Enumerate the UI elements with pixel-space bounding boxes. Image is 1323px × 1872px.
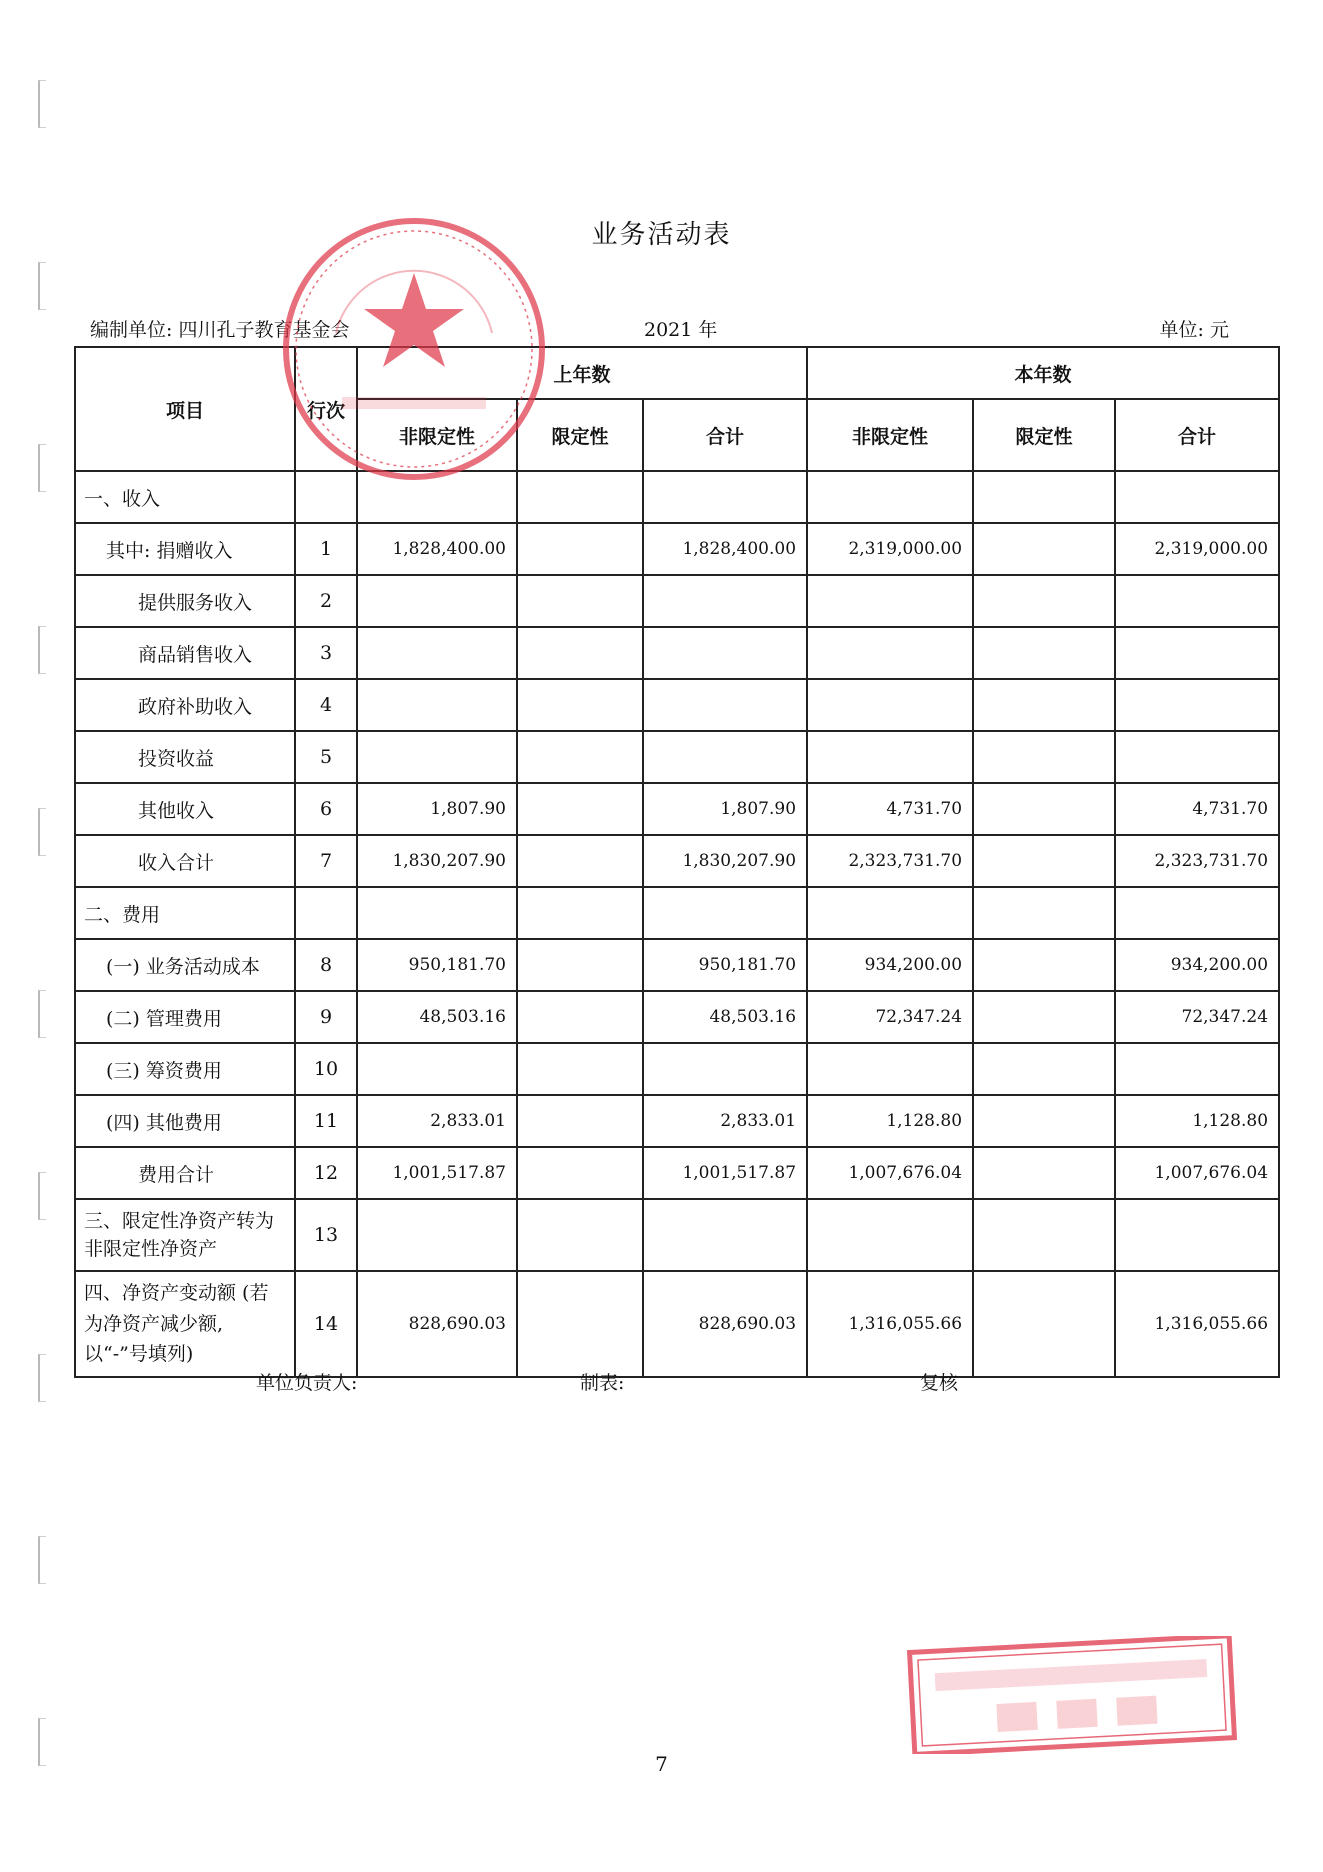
row-number: 7 (295, 835, 357, 887)
binder-mark (38, 808, 46, 856)
row-number: 11 (295, 1095, 357, 1147)
table-row (75, 1147, 1279, 1199)
row-label: 费用合计 (75, 1147, 295, 1199)
prev-unrestricted (357, 679, 517, 731)
binder-mark (38, 990, 46, 1038)
curr-total (1115, 575, 1279, 627)
curr-unrestricted: 1,007,676.04 (807, 1147, 973, 1199)
prev-restricted (517, 523, 643, 575)
curr-unrestricted (807, 887, 973, 939)
curr-restricted (973, 1043, 1115, 1095)
prev-restricted (517, 679, 643, 731)
prev-restricted (517, 731, 643, 783)
prev-restricted (517, 1271, 643, 1377)
curr-total (1115, 1043, 1279, 1095)
row-number: 5 (295, 731, 357, 783)
curr-restricted (973, 783, 1115, 835)
curr-total: 1,316,055.66 (1115, 1271, 1279, 1377)
binder-mark (38, 262, 46, 310)
prev-total-header: 合计 (643, 399, 807, 471)
prev-total (643, 471, 807, 523)
prev-total (643, 887, 807, 939)
responsible-person-label: 单位负责人: (256, 1372, 358, 1394)
row-number: 13 (295, 1199, 357, 1271)
row-label: 其中: 捐赠收入 (75, 523, 295, 575)
curr-restricted (973, 471, 1115, 523)
star-icon (364, 273, 464, 367)
curr-restricted (973, 679, 1115, 731)
table-row (75, 991, 1279, 1043)
curr-total: 4,731.70 (1115, 783, 1279, 835)
table-header-row (75, 347, 1279, 399)
curr-restricted (973, 1271, 1115, 1377)
curr-total (1115, 731, 1279, 783)
binder-mark (38, 444, 46, 492)
curr-restricted (973, 523, 1115, 575)
curr-restricted (973, 627, 1115, 679)
row-label: 其他收入 (75, 783, 295, 835)
curr-restricted (973, 1199, 1115, 1271)
row-label: (二) 管理费用 (75, 991, 295, 1043)
curr-unrestricted: 2,323,731.70 (807, 835, 973, 887)
curr-unrestricted (807, 731, 973, 783)
group-curr-year: 本年数 (807, 347, 1279, 399)
binder-mark (38, 1536, 46, 1584)
row-number: 6 (295, 783, 357, 835)
row-number (295, 887, 357, 939)
curr-restricted-header: 限定性 (973, 399, 1115, 471)
prev-total: 1,807.90 (643, 783, 807, 835)
curr-total (1115, 887, 1279, 939)
row-number: 12 (295, 1147, 357, 1199)
row-label: (四) 其他费用 (75, 1095, 295, 1147)
table-row (75, 1199, 1279, 1271)
prev-unrestricted: 1,830,207.90 (357, 835, 517, 887)
row-label: 一、收入 (75, 471, 295, 523)
table-row (75, 939, 1279, 991)
curr-unrestricted (807, 679, 973, 731)
prev-restricted (517, 783, 643, 835)
prev-total (643, 575, 807, 627)
row-label: 提供服务收入 (75, 575, 295, 627)
row-number: 9 (295, 991, 357, 1043)
row-number: 3 (295, 627, 357, 679)
prev-total: 48,503.16 (643, 991, 807, 1043)
curr-total (1115, 679, 1279, 731)
col-row-no-header: 行次 (295, 347, 357, 471)
prev-unrestricted (357, 1043, 517, 1095)
foundation-seal (278, 213, 550, 485)
row-number: 4 (295, 679, 357, 731)
curr-total-header: 合计 (1115, 399, 1279, 471)
binder-mark (38, 626, 46, 674)
prev-unrestricted: 828,690.03 (357, 1271, 517, 1377)
currency-unit: 单位: 元 (1159, 319, 1229, 341)
table-row (75, 575, 1279, 627)
binder-mark (38, 80, 46, 128)
prev-restricted (517, 1043, 643, 1095)
page-number: 7 (655, 1752, 668, 1776)
row-number: 10 (295, 1043, 357, 1095)
curr-total: 2,319,000.00 (1115, 523, 1279, 575)
curr-unrestricted (807, 627, 973, 679)
prev-restricted (517, 1147, 643, 1199)
row-number: 2 (295, 575, 357, 627)
prev-total (643, 731, 807, 783)
row-number: 1 (295, 523, 357, 575)
row-label: (一) 业务活动成本 (75, 939, 295, 991)
table-row (75, 627, 1279, 679)
table-row (75, 679, 1279, 731)
prev-total: 2,833.01 (643, 1095, 807, 1147)
curr-restricted (973, 575, 1115, 627)
curr-unrestricted (807, 471, 973, 523)
curr-restricted (973, 939, 1115, 991)
prev-restricted (517, 575, 643, 627)
curr-unrestricted: 1,128.80 (807, 1095, 973, 1147)
group-prev-year: 上年数 (357, 347, 807, 399)
curr-unrestricted: 72,347.24 (807, 991, 973, 1043)
prev-unrestricted-header: 非限定性 (357, 399, 517, 471)
row-label: 投资收益 (75, 731, 295, 783)
table-row (75, 523, 1279, 575)
prev-total (643, 627, 807, 679)
curr-total: 2,323,731.70 (1115, 835, 1279, 887)
row-number: 14 (295, 1271, 357, 1377)
table-row (75, 835, 1279, 887)
prev-restricted (517, 887, 643, 939)
audit-stamp (906, 1636, 1240, 1754)
prev-total (643, 679, 807, 731)
curr-restricted (973, 1095, 1115, 1147)
reviewer-label: 复核 (920, 1372, 959, 1394)
page-title: 业务活动表 (591, 220, 732, 250)
table-row (75, 471, 1279, 523)
binder-mark (38, 1172, 46, 1220)
row-label: (三) 筹资费用 (75, 1043, 295, 1095)
row-label: 收入合计 (75, 835, 295, 887)
curr-unrestricted (807, 1043, 973, 1095)
curr-total: 934,200.00 (1115, 939, 1279, 991)
prev-restricted (517, 1095, 643, 1147)
curr-total: 1,007,676.04 (1115, 1147, 1279, 1199)
prev-total (643, 1199, 807, 1271)
curr-unrestricted: 4,731.70 (807, 783, 973, 835)
row-label: 二、费用 (75, 887, 295, 939)
curr-unrestricted (807, 1199, 973, 1271)
prev-restricted (517, 835, 643, 887)
row-label: 政府补助收入 (75, 679, 295, 731)
curr-total: 1,128.80 (1115, 1095, 1279, 1147)
prev-restricted (517, 939, 643, 991)
activity-table (74, 346, 1280, 1378)
prev-unrestricted: 1,828,400.00 (357, 523, 517, 575)
table-row (75, 1043, 1279, 1095)
table-row (75, 783, 1279, 835)
curr-unrestricted (807, 575, 973, 627)
prev-restricted (517, 1199, 643, 1271)
prev-total: 828,690.03 (643, 1271, 807, 1377)
curr-unrestricted-header: 非限定性 (807, 399, 973, 471)
curr-restricted (973, 991, 1115, 1043)
curr-restricted (973, 731, 1115, 783)
curr-unrestricted: 2,319,000.00 (807, 523, 973, 575)
compiling-unit: 编制单位: 四川孔子教育基金会 (90, 319, 350, 341)
prev-total: 1,001,517.87 (643, 1147, 807, 1199)
prev-unrestricted: 1,001,517.87 (357, 1147, 517, 1199)
prev-total: 1,828,400.00 (643, 523, 807, 575)
prev-restricted (517, 627, 643, 679)
col-item-header: 项目 (75, 347, 295, 471)
prev-unrestricted (357, 627, 517, 679)
row-label: 商品销售收入 (75, 627, 295, 679)
prev-unrestricted: 1,807.90 (357, 783, 517, 835)
curr-unrestricted: 1,316,055.66 (807, 1271, 973, 1377)
row-label: 四、净资产变动额 (若为净资产减少额, 以“-”号填列) (75, 1271, 295, 1377)
prev-unrestricted (357, 887, 517, 939)
table-row (75, 887, 1279, 939)
curr-restricted (973, 1147, 1115, 1199)
preparer-label: 制表: (580, 1372, 625, 1394)
prev-unrestricted: 2,833.01 (357, 1095, 517, 1147)
prev-unrestricted (357, 575, 517, 627)
curr-restricted (973, 835, 1115, 887)
prev-unrestricted: 950,181.70 (357, 939, 517, 991)
curr-unrestricted: 934,200.00 (807, 939, 973, 991)
table-row (75, 731, 1279, 783)
curr-total (1115, 1199, 1279, 1271)
row-label: 三、限定性净资产转为非限定性净资产 (75, 1199, 295, 1271)
curr-total (1115, 471, 1279, 523)
prev-total: 950,181.70 (643, 939, 807, 991)
table-row (75, 1095, 1279, 1147)
curr-restricted (973, 887, 1115, 939)
curr-total (1115, 627, 1279, 679)
prev-unrestricted: 48,503.16 (357, 991, 517, 1043)
report-year: 2021 年 (644, 319, 718, 341)
prev-restricted-header: 限定性 (517, 399, 643, 471)
curr-total: 72,347.24 (1115, 991, 1279, 1043)
prev-total (643, 1043, 807, 1095)
prev-unrestricted (357, 731, 517, 783)
prev-restricted (517, 991, 643, 1043)
prev-unrestricted (357, 1199, 517, 1271)
row-number: 8 (295, 939, 357, 991)
table-row (75, 1271, 1279, 1377)
prev-total: 1,830,207.90 (643, 835, 807, 887)
binder-mark (38, 1354, 46, 1402)
